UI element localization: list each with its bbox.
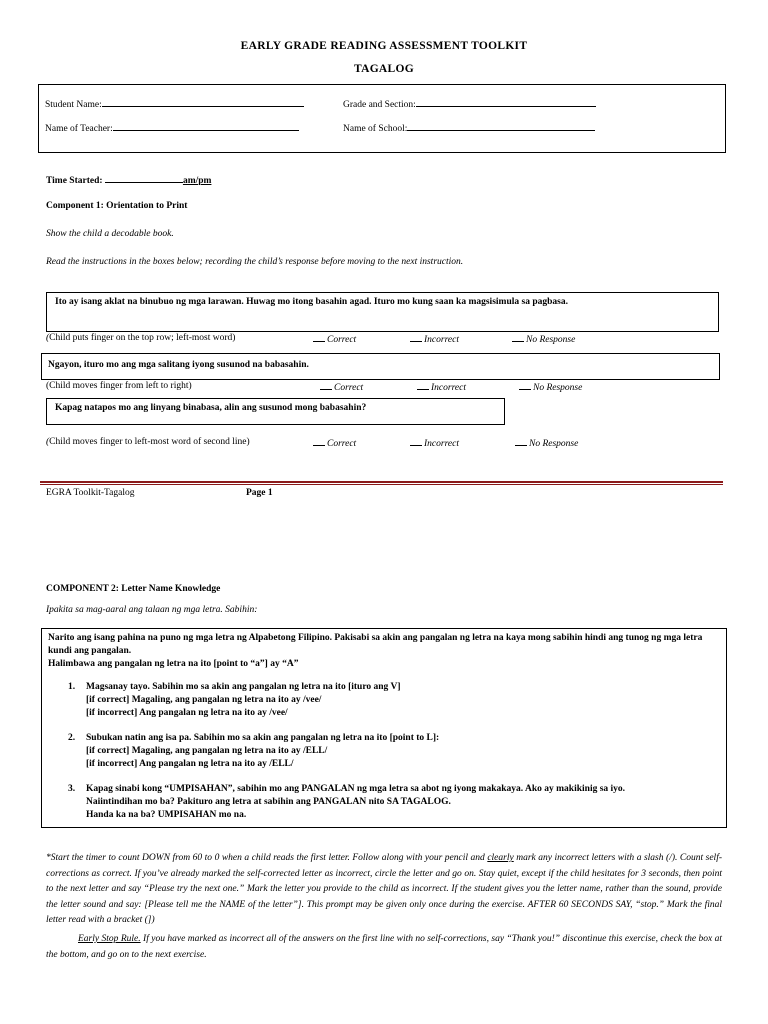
prompt-box-1 <box>46 292 719 332</box>
page-number: Page 1 <box>246 488 273 498</box>
component1-instruction-2: Read the instructions in the boxes below; recording the child’s response before moving to the next instruction. <box>46 257 464 267</box>
response-incorrect-1[interactable]: Incorrect <box>410 333 459 345</box>
time-started-label: Time Started: <box>46 176 103 186</box>
teacher-label: Name of Teacher: <box>45 124 113 134</box>
student-name-label: Student Name: <box>45 100 102 110</box>
prompt-text-2: Ngayon, ituro mo ang mga salitang iyong susunod na babasahin. <box>48 360 309 370</box>
response-correct-3[interactable]: Correct <box>313 437 356 449</box>
response-no-response-2[interactable]: No Response <box>519 381 582 393</box>
response-incorrect-3[interactable]: Incorrect <box>410 437 459 449</box>
component1-instruction-1: Show the child a decodable book. <box>46 229 174 239</box>
grade-section-label: Grade and Section: <box>343 100 416 110</box>
prompt-note-2: (Child moves finger from left to right) <box>46 381 192 391</box>
grade-section-row <box>343 97 596 110</box>
grade-section-field[interactable] <box>416 97 596 107</box>
prompt-box-3 <box>46 398 505 425</box>
student-name-row <box>45 97 304 110</box>
component2-step-2: 2. Subukan natin ang isa pa. Sabihin mo sa akin ang pangalan ng letra na ito [point to L]: [if correct] Magaling, ang pangalan ng letra na ito ay /ELL/ [if incorrect] Ang pangalan ng letra na ito ay /ELL/ <box>68 733 440 769</box>
response-no-response-3[interactable]: No Response <box>515 437 578 449</box>
prompt-text-1: Ito ay isang aklat na binubuo ng mga larawan. Huwag mo itong basahin agad. Ituro mo kung saan ka magsisimula sa pagbasa. <box>55 297 568 307</box>
component1-heading: Component 1: Orientation to Print <box>46 201 188 211</box>
component2-instruction: Ipakita sa mag-aaral ang talaan ng mga letra. Sabihin: <box>46 605 258 615</box>
component2-intro-2: Halimbawa ang pangalan ng letra na ito [point to “a”] ay “A” <box>48 659 299 669</box>
component2-instruction-box <box>41 628 727 828</box>
document-subtitle: TAGALOG <box>353 63 415 75</box>
prompt-note-3: (Child moves finger to left-most word of second line) <box>46 437 250 447</box>
timer-instructions: *Start the timer to count DOWN from 60 to 0 when a child reads the first letter. Follow along with your pencil and clearly mark any incorrect letters with a slash (/). Count self-corrections as correct. If you’ve already marked the self-corrected letter as incorrect, circle the letter and go on. Stay quiet, except if the child hesitates for 3 seconds, then point to the next letter and say “Please try the next one.” Mark the letter you provide to the child as incorrect. If the student gives you the letter name, rather than the sound, provide the letter sound and say: [Please tell me the NAME of the letter”]. This prompt may be given only once during the exercise. AFTER 60 SECONDS SAY, “stop.” Mark the final letter read with a bracket (]) <box>46 853 723 925</box>
school-row <box>343 121 595 134</box>
component2-steps <box>48 681 720 822</box>
school-label: Name of School: <box>343 124 408 134</box>
prompt-note-1: (Child puts finger on the top row; left-most word) <box>46 333 236 343</box>
component2-heading: COMPONENT 2: Letter Name Knowledge <box>46 584 221 594</box>
footer-divider <box>40 481 723 483</box>
teacher-row <box>45 121 299 134</box>
component2-step-3: 3. Kapag sinabi kong “UMPISAHAN”, sabihin mo ang PANGALAN ng mga letra sa abot ng iyong makakaya. Ako ay makikinig sa iyo. Naiintindihan mo ba? Pakituro ang letra at sabihin ang PANGALAN nito SA TAGALOG. Handa ka na ba? UMPISAHAN mo na. <box>68 784 626 820</box>
component2-step-1: 1. Magsanay tayo. Sabihin mo sa akin ang pangalan ng letra na ito [ituro ang V] [if correct] Magaling, ang pangalan ng letra na ito ay /vee/ [if incorrect] Ang pangalan ng letra na ito ay /vee/ <box>68 682 401 718</box>
time-started-field[interactable] <box>105 173 183 183</box>
response-correct-1[interactable]: Correct <box>313 333 356 345</box>
early-stop-rule: Early Stop Rule. If you have marked as incorrect all of the answers on the first line with no self-corrections, say “Thank you!” discontinue this exercise, check the box at the bottom, and go on to the next exercise. <box>46 934 722 960</box>
prompt-box-2 <box>41 353 720 380</box>
student-name-field[interactable] <box>102 97 304 107</box>
response-incorrect-2[interactable]: Incorrect <box>417 381 466 393</box>
component2-intro-1: Narito ang isang pahina na puno ng mga letra ng Alpabetong Filipino. Pakisabi sa akin ang pangalan ng letra na kaya mong sabihin hindi ang tunog ng mga letra kundi ang pangalan. <box>48 633 703 656</box>
school-field[interactable] <box>407 121 595 131</box>
response-correct-2[interactable]: Correct <box>320 381 363 393</box>
teacher-field[interactable] <box>113 121 299 131</box>
document-title: EARLY GRADE READING ASSESSMENT TOOLKIT <box>240 40 528 52</box>
footer-label: EGRA Toolkit-Tagalog <box>46 488 135 498</box>
prompt-text-3: Kapag natapos mo ang linyang binabasa, alin ang susunod mong babasahin? <box>55 403 367 413</box>
student-info-box <box>38 84 726 153</box>
time-started-suffix: am/pm <box>182 176 212 186</box>
response-no-response-1[interactable]: No Response <box>512 333 575 345</box>
time-started-row <box>46 173 211 186</box>
footer-divider-thin <box>40 484 723 485</box>
